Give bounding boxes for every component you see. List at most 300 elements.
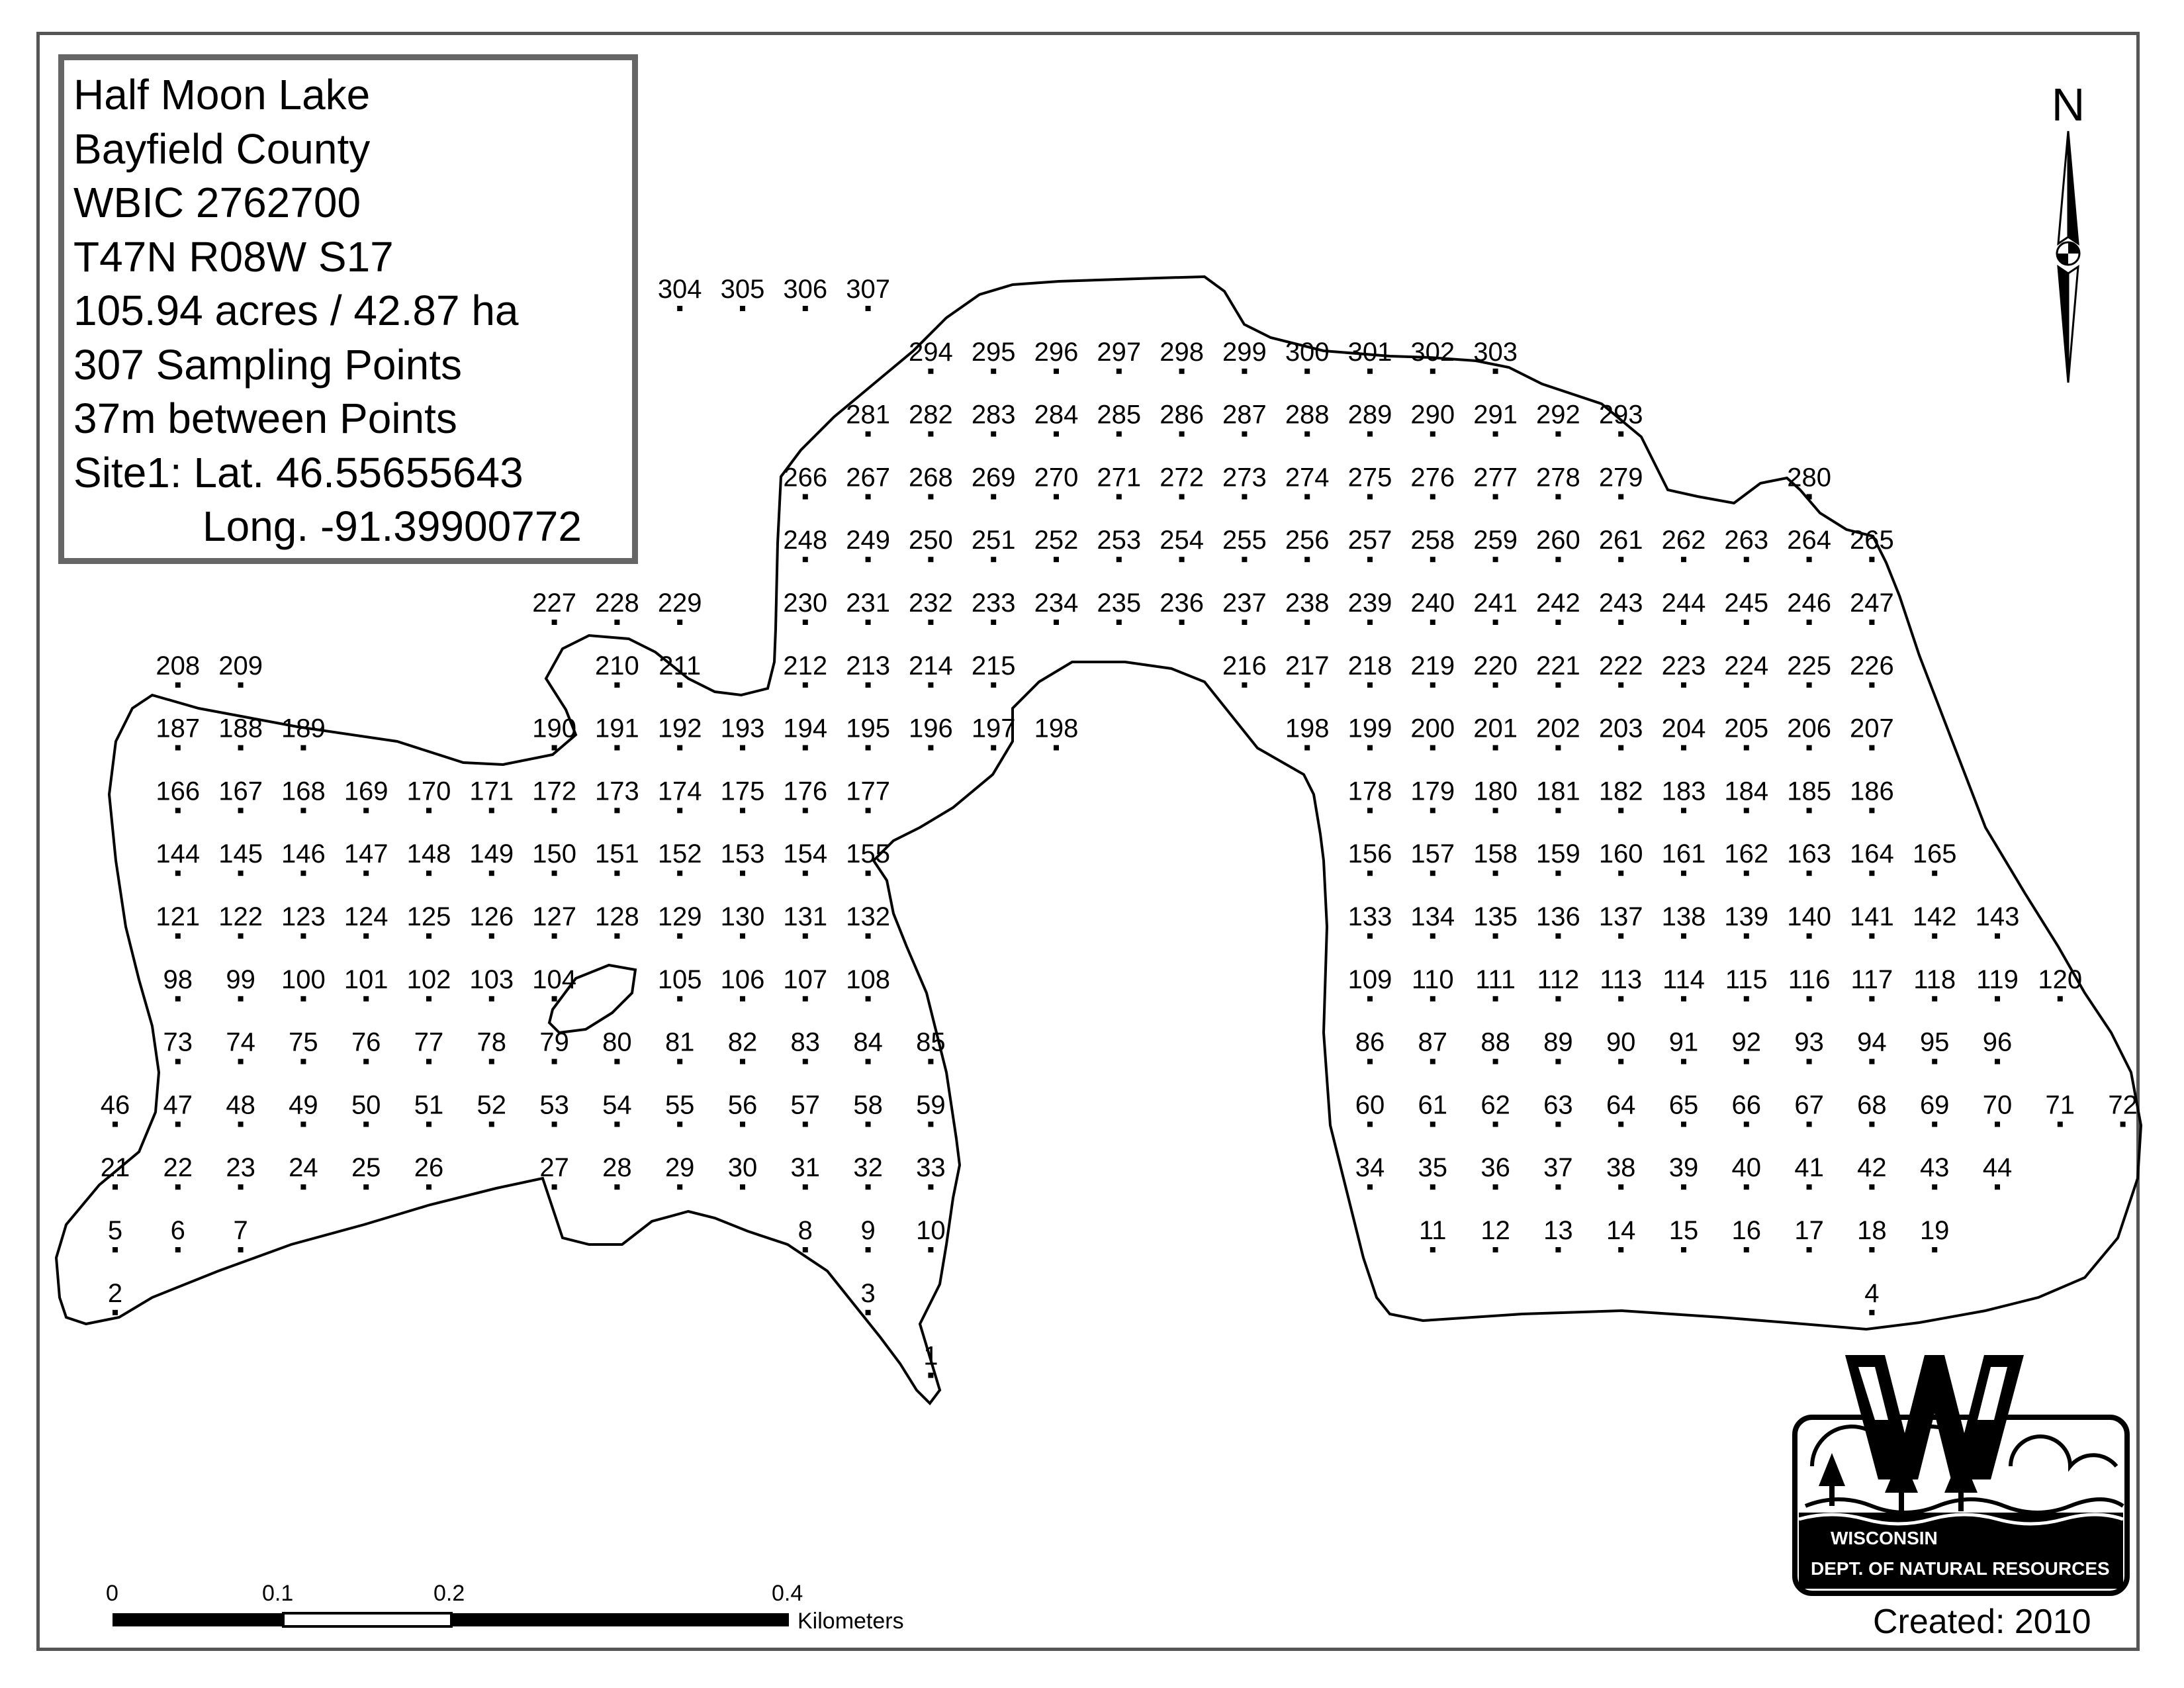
sampling-point-label: 168 [281,776,326,806]
sampling-point [1536,463,1580,499]
sampling-point [1732,1216,1762,1252]
sampling-point-marker [677,745,682,751]
sampling-point [1600,965,1642,1002]
sampling-point-label: 56 [727,1090,758,1120]
sampling-point-label: 1 [923,1341,938,1371]
sampling-point-label: 290 [1410,400,1455,430]
sampling-point-marker [1618,1184,1623,1190]
sampling-point-marker [1555,996,1561,1002]
sampling-point-label: 307 [846,275,890,304]
sampling-point [1536,776,1580,813]
sampling-point [846,714,890,751]
sampling-point-marker [677,1121,682,1127]
sampling-point-marker [1618,996,1623,1002]
sampling-point [846,839,890,876]
sampling-point [1662,776,1706,813]
sampling-point-label: 31 [790,1153,821,1183]
sampling-point-marker [1493,557,1498,562]
sampling-point-marker [2058,1121,2063,1127]
sampling-point-label: 265 [1850,526,1894,555]
sampling-point-marker [866,620,871,625]
point-spacing: 37m between Points [73,395,457,442]
sampling-point [665,1153,695,1190]
sampling-point-label: 5 [107,1216,123,1245]
sampling-point [1410,651,1455,688]
sampling-point [1851,965,1893,1002]
sampling-point [658,839,702,876]
sampling-point [1536,714,1580,751]
sampling-point-marker [1493,933,1498,939]
wbic-code: WBIC 2762700 [73,179,361,226]
sampling-point-label: 61 [1418,1090,1448,1120]
sampling-point-marker [1116,494,1122,499]
sampling-point [2108,1090,2138,1127]
sampling-point [414,1153,444,1190]
sampling-point-marker [238,870,244,876]
sampling-point-label: 111 [1475,964,1516,994]
sampling-point [407,965,451,1002]
sampling-point-label: 49 [289,1090,318,1120]
sampling-point [658,714,702,751]
sampling-point-label: 109 [1347,964,1392,994]
sampling-point [163,1090,193,1127]
sampling-point-label: 152 [657,839,702,869]
sampling-point [1536,839,1580,876]
sampling-point-marker [1304,494,1310,499]
sampling-point-marker [1367,1184,1373,1190]
sampling-point [226,1153,255,1190]
sampling-point [469,839,514,876]
sampling-point-label: 100 [281,964,326,994]
sampling-point-marker [1304,682,1310,688]
sampling-point [909,338,953,374]
sampling-point-label: 65 [1668,1090,1699,1120]
sampling-point [281,839,326,876]
sampling-point-marker [614,870,619,876]
sampling-point [218,902,263,939]
sampling-point-label: 264 [1787,526,1831,555]
sampling-point [1850,651,1894,688]
sampling-point [1787,714,1831,751]
sampling-point-marker [866,306,871,311]
sampling-point [1222,651,1267,688]
sampling-point [721,902,765,939]
north-arrow-icon [2038,124,2098,389]
sampling-point [281,902,326,939]
sampling-point-label: 151 [595,839,639,869]
sampling-point [798,1216,813,1252]
sampling-point-marker [238,1247,244,1252]
sampling-point-label: 130 [720,902,765,931]
sampling-point-marker [426,1184,432,1190]
sampling-point-label: 169 [343,776,388,806]
sampling-point-label: 62 [1480,1090,1510,1120]
sampling-point [783,526,827,562]
sampling-point-marker [1493,620,1498,625]
sampling-point-marker [175,996,181,1002]
sampling-point-marker [1618,557,1623,562]
sampling-point-label: 175 [720,776,765,806]
sampling-point [916,1216,946,1252]
sampling-point-label: 21 [100,1153,130,1183]
sampling-point-label: 230 [783,588,828,618]
township-range-section: T47N R08W S17 [73,232,394,281]
sampling-point [532,714,576,751]
sampling-point [351,1028,381,1064]
sampling-point-marker [1493,808,1498,813]
sampling-point-marker [1555,870,1561,876]
sampling-point-label: 157 [1410,839,1455,869]
sampling-point-marker [1744,682,1749,688]
sampling-point-marker [866,1247,871,1252]
sampling-point [595,902,639,939]
sampling-point-label: 55 [664,1090,695,1120]
sampling-point [414,1090,444,1127]
sampling-point-marker [803,306,808,311]
sampling-point-marker [1493,1184,1498,1190]
sampling-point-label: 30 [727,1153,758,1183]
sampling-point [1285,526,1330,562]
sampling-point-marker [1618,1059,1623,1064]
sampling-point [1850,776,1894,813]
sampling-point [853,1028,883,1064]
sampling-point [1473,776,1518,813]
sampling-point-marker [803,996,808,1002]
sampling-point-label: 36 [1480,1153,1510,1183]
sampling-point [1097,588,1141,625]
sampling-point-marker [1618,682,1623,688]
sampling-point-label: 275 [1347,463,1392,492]
sampling-point-label: 287 [1222,400,1267,430]
sampling-point-marker [1807,745,1812,751]
sampling-point-label: 215 [971,651,1016,680]
sampling-point [1348,902,1392,939]
sampling-point-label: 4 [1864,1278,1880,1308]
sampling-point [1543,1090,1573,1127]
sampling-point-marker [1493,369,1498,374]
sampling-point-label: 54 [602,1090,632,1120]
sampling-point [1662,965,1705,1002]
sampling-point-label: 95 [1919,1027,1950,1057]
sampling-point [1097,400,1141,437]
sampling-point-marker [677,1184,682,1190]
sampling-point-label: 23 [226,1153,255,1183]
sampling-point-marker [175,1247,181,1252]
sampling-point [477,1090,507,1127]
sampling-point-label: 162 [1724,839,1769,869]
sampling-point-label: 259 [1473,526,1518,555]
sampling-point-marker [238,1184,244,1190]
sampling-point-label: 53 [539,1090,569,1120]
sampling-point-label: 24 [289,1153,318,1183]
sampling-point-label: 13 [1543,1216,1573,1245]
sampling-point [658,902,702,939]
sampling-point [1412,965,1454,1002]
sampling-point-marker [803,808,808,813]
sampling-point [1787,651,1831,688]
sampling-point-label: 6 [170,1216,185,1245]
sampling-point-marker [1869,1184,1874,1190]
sampling-point-label: 252 [1034,526,1079,555]
sampling-point [1410,902,1455,939]
sampling-point-marker [1116,369,1122,374]
sampling-point-marker [614,1184,619,1190]
sampling-point [665,1028,695,1064]
sampling-point [909,714,953,751]
sampling-point-label: 145 [218,839,263,869]
scale-tick-1: 0.1 [262,1581,294,1606]
sampling-point [1536,651,1580,688]
sampling-point-label: 125 [406,902,451,931]
sampling-point [721,714,765,751]
sampling-point-marker [1304,432,1310,437]
sampling-point-label: 272 [1160,463,1204,492]
sampling-point [1599,714,1643,751]
sampling-point-marker [866,870,871,876]
sampling-point-label: 116 [1788,964,1831,994]
sampling-point-label: 294 [909,337,953,367]
sampling-point [1606,1090,1636,1127]
sampling-point-marker [991,557,996,562]
sampling-point-marker [2058,996,2063,1002]
sampling-point [1480,1090,1510,1127]
sampling-point-marker [866,745,871,751]
sampling-point-label: 297 [1097,337,1142,367]
sampling-point-marker [1744,1059,1749,1064]
sampling-point-marker [1618,933,1623,939]
scale-bar-segment-2 [283,1613,451,1626]
sampling-point-label: 164 [1850,839,1894,869]
sampling-point [1348,463,1392,499]
sampling-point-label: 158 [1473,839,1518,869]
sampling-point-label: 258 [1410,526,1455,555]
sampling-point-label: 256 [1285,526,1330,555]
sampling-point-marker [113,1310,118,1315]
sampling-point [602,1090,632,1127]
sampling-point [1348,588,1392,625]
sampling-point-label: 185 [1787,776,1831,806]
sampling-point-marker [1869,933,1874,939]
sampling-point [1724,714,1768,751]
sampling-point-label: 278 [1536,463,1580,492]
sampling-point [226,1028,255,1064]
sampling-point-label: 236 [1160,588,1204,618]
sampling-point-marker [1054,369,1059,374]
sampling-point-label: 277 [1473,463,1518,492]
sampling-point-marker [866,557,871,562]
sampling-point-marker [1869,808,1874,813]
sampling-point-marker [1242,620,1247,625]
sampling-point-marker [803,620,808,625]
sampling-point-marker [740,808,745,813]
sampling-point-marker [1744,745,1749,751]
sampling-point [1976,965,2019,1002]
sampling-point [916,1028,946,1064]
sampling-point-marker [1807,808,1812,813]
sampling-point-label: 303 [1473,337,1518,367]
sampling-point-marker [300,1121,306,1127]
sampling-point-marker [803,557,808,562]
sampling-point-label: 72 [2108,1090,2138,1120]
sampling-point-label: 263 [1724,526,1769,555]
sampling-point [721,275,765,311]
sampling-point [171,1216,185,1252]
sampling-point-label: 76 [351,1027,381,1057]
sampling-point-marker [740,870,745,876]
sampling-point-marker [1304,369,1310,374]
sampling-point-marker [614,933,619,939]
sampling-point-marker [426,1121,432,1127]
sampling-point [972,526,1016,562]
sampling-point [1787,588,1831,625]
sampling-point-marker [866,1059,871,1064]
sampling-point-marker [991,369,996,374]
sampling-point [1536,526,1580,562]
sampling-point-marker [1304,557,1310,562]
sampling-point-marker [928,682,933,688]
sampling-point [1473,588,1518,625]
sampling-point-marker [426,1059,432,1064]
sampling-point-label: 190 [532,714,576,743]
sampling-point [344,839,388,876]
sampling-point-marker [426,933,432,939]
sampling-point [1732,1028,1762,1064]
sampling-point-marker [1555,1247,1561,1252]
sampling-point [281,965,326,1002]
sampling-point-marker [238,996,244,1002]
sampling-point-label: 179 [1410,776,1455,806]
sampling-point-marker [1744,620,1749,625]
sampling-point-label: 279 [1598,463,1643,492]
sampling-point-marker [1807,620,1812,625]
sampling-point [658,275,702,311]
sampling-point-label: 238 [1285,588,1330,618]
sampling-point-marker [238,808,244,813]
sampling-point-marker [1367,1059,1373,1064]
sampling-point [1348,651,1392,688]
sampling-point-marker [1430,369,1435,374]
sampling-point-label: 206 [1787,714,1831,743]
sampling-point-marker [928,557,933,562]
north-arrow [2038,78,2098,389]
sampling-point-label: 77 [414,1027,444,1057]
sampling-point [539,1028,569,1064]
sampling-point [728,1153,758,1190]
sampling-point-label: 271 [1097,463,1142,492]
sampling-point-label: 138 [1661,902,1706,931]
sampling-point-marker [1869,996,1874,1002]
sampling-point-marker [1304,745,1310,751]
sampling-point-label: 237 [1222,588,1267,618]
sampling-point-marker [489,1121,494,1127]
sampling-point-label: 121 [156,902,201,931]
sampling-point-marker [1869,620,1874,625]
sampling-point-marker [113,1184,118,1190]
sampling-point-marker [1367,996,1373,1002]
sampling-point-label: 18 [1857,1216,1887,1245]
sampling-point-marker [552,933,557,939]
sampling-point-label: 32 [853,1153,883,1183]
sampling-point [1348,400,1392,437]
sampling-point-label: 70 [1982,1090,2013,1120]
sampling-point-label: 25 [351,1153,381,1183]
sampling-point-marker [1681,682,1686,688]
sampling-point-marker [238,1121,244,1127]
sampling-point-marker [614,682,619,688]
sampling-point-marker [1367,933,1373,939]
sampling-point-label: 14 [1606,1216,1636,1245]
sampling-point-marker [1493,1247,1498,1252]
sampling-point-marker [928,1059,933,1064]
sampling-point-label: 291 [1473,400,1518,430]
sampling-point-marker [1367,870,1373,876]
sampling-point-label: 280 [1787,463,1831,492]
sampling-point-marker [677,996,682,1002]
sampling-point-label: 247 [1850,588,1894,618]
sampling-point [1662,902,1706,939]
sampling-point-label: 254 [1160,526,1204,555]
sampling-point-label: 48 [226,1090,255,1120]
sampling-point-marker [1618,620,1623,625]
sampling-point-marker [1116,432,1122,437]
sampling-point-label: 127 [532,902,576,931]
sampling-point-marker [552,1059,557,1064]
sampling-point-label: 160 [1598,839,1643,869]
sampling-point-marker [1807,1121,1812,1127]
sampling-point [909,651,953,688]
sampling-point-label: 149 [469,839,514,869]
sampling-point-label: 2 [107,1278,123,1308]
sampling-point [156,651,200,688]
sampling-point [156,902,200,939]
sampling-point-marker [113,1247,118,1252]
sampling-point [602,1028,632,1064]
sampling-point [1857,1153,1887,1190]
sampling-point [1034,588,1079,625]
sampling-point-label: 47 [163,1090,193,1120]
sampling-point-marker [552,870,557,876]
sampling-point-marker [677,620,682,625]
sampling-point-marker [740,933,745,939]
sampling-point-label: 73 [163,1027,193,1057]
sampling-point-label: 289 [1347,400,1392,430]
sampling-point-marker [552,620,557,625]
sampling-point [1348,714,1392,751]
sampling-point [539,1090,569,1127]
sampling-point-label: 210 [595,651,639,680]
sampling-point [783,902,827,939]
sampling-point [846,275,890,311]
sampling-point-label: 219 [1410,651,1455,680]
sampling-point [1599,463,1643,499]
sampling-point-marker [1493,1059,1498,1064]
sampling-point-label: 71 [2045,1090,2075,1120]
sampling-point [1913,965,1956,1002]
sampling-point-marker [991,745,996,751]
sampling-point-label: 196 [909,714,953,743]
sampling-point-label: 27 [539,1153,569,1183]
sampling-point-label: 123 [281,902,326,931]
sampling-point [916,1090,946,1127]
sampling-point [1348,338,1392,374]
sampling-point-marker [1179,494,1185,499]
sampling-point [1536,400,1580,437]
scale-tick-2: 0.2 [433,1581,465,1606]
sampling-point [289,1090,318,1127]
sampling-point-label: 139 [1724,902,1769,931]
sampling-point [1473,651,1518,688]
sampling-point-marker [1242,369,1247,374]
